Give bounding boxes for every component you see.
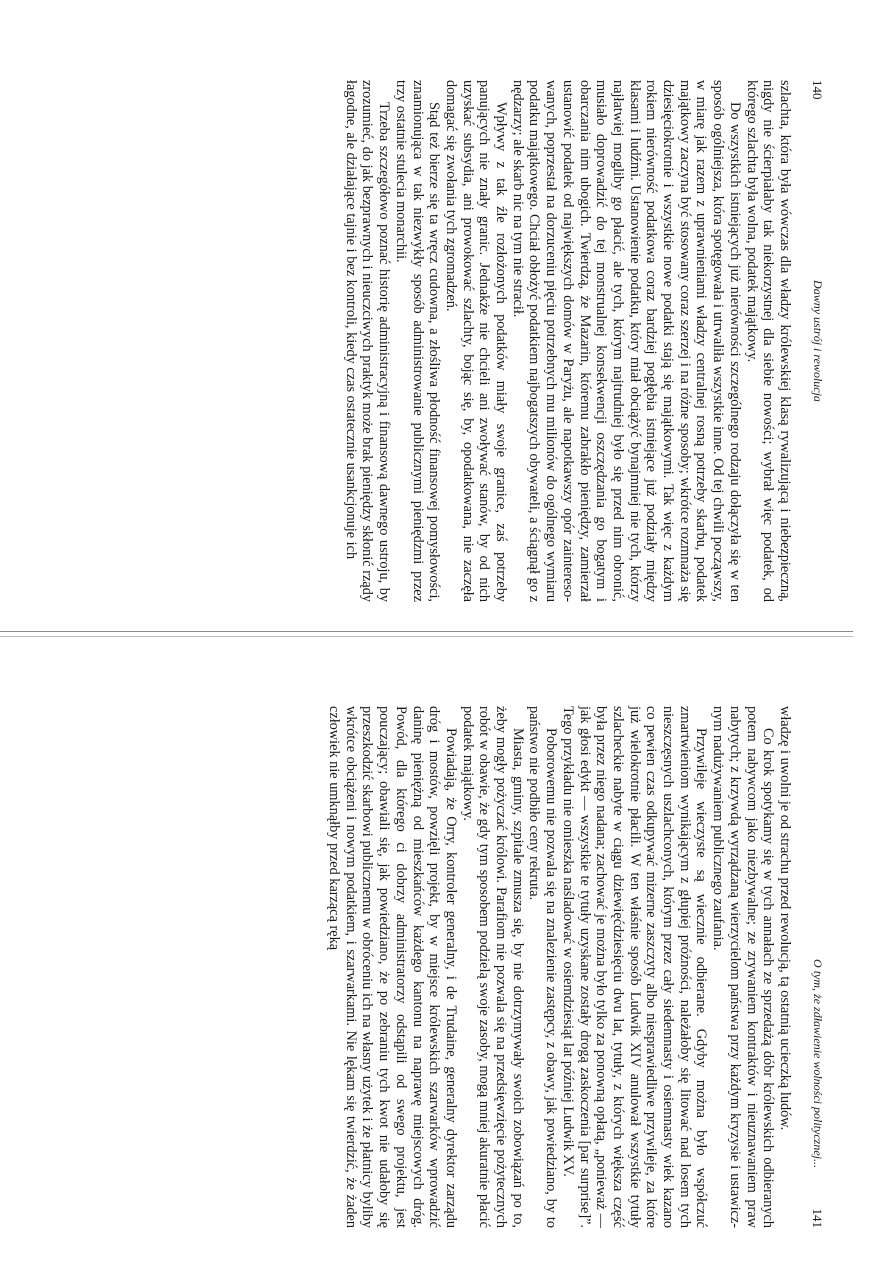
left-page [0, 42, 893, 642]
paragraph: Powiadają, że Orry, kontroler generalny, i de Trudaine, generalny dyrektor zarządu dróg i mostów, powzięli projekt, by w miejsce królewskich szarwarków wprowadzić daninę pieniężną od mieszkańców każdego kantonu na naprawę miejscowych dróg. Powód, dla którego ci dobrzy administratorzy odstąpili od swego projektu, jest pouczający; obawiali się, jak powiedziano, że po zebraniu tych kwot nie udałoby się przeszkodzić skarbowi publicznemu w obróceniu ich na własny użytek i że płatnicy byliby wkrótce obciążeni i nowym podatkiem, i szarwarkami. Nie lękam się twierdzić, że żaden człowiek nie umknąłby przed karzącą ręką [326, 706, 459, 1228]
paragraph: Poborowemu nie pozwala się na znalezienie zastępcy, z obawy, jak powiedziano, by to państwo nie podbiło ceny rekruta. [526, 706, 560, 1228]
paragraph: Wpływy z tak źle rozłożonych podatków miały swoje granice, zaś potrzeby panujących nie znały granic. Jednakże nie chcieli ani zwoływać stanów, by od nich uzyskać subsydia, ani prowokować szlachty, bojąc się, by, opodatkowana, nie zaczęła domagać się zwołania tych zgromadzeń. [442, 80, 510, 602]
paragraph: Miasta, gminy, szpitale zmusza się, by nie dotrzymywały swoich zobowiązań po to, żeby mogły pożyczać królowi. Parafiom nie pozwala się na przedsięwzięcie pożytecznych robót w obawie, że gdy tym sposobem podzielą swoje zasoby, mogą mniej akuratnie płacić podatek majątkowy. [459, 706, 526, 1228]
left-page-body [342, 80, 793, 602]
paragraph: szlachta, która była wówczas dla władzy królewskiej klasą rywalizującą i niebezpieczną, nigdy nie ścierpiałaby tak niekorzystnej dla siebie nowości; wybrał więc podatek, od którego szlachta była wolna, podatek majątkowy. [743, 80, 793, 602]
paragraph: Do wszystkich istniejących już nierówności szczególnego rodzaju dołączyła się w ten sposób ogólniejsza, która spotęgowała i utrwaliła wszystkie inne. Od tej chwili począwszy, w miarę jak razem z uprawnieniami władzy centralnej rosną potrzeby skarbu, podatek majątkowy zaczyna być stosowany coraz szerzej i na różne sposoby; wkrótce rozmnaża się dziesięciokrotnie i wszystkie nowe podatki stają się majątkowymi. Tak więc z każdym rokiem nierówność podatkowa coraz bardziej pogłębia istniejące już podziały między klasami i ludźmi. Ustanowienie podatku, który miał obciążyć bynajmniej nie tych, którzy najłatwiej mogliby go płacić, ale tych, którym najtrudniej było się przed nim obronić, musiało doprowadzić do tej monstrualnej konsekwencji oszczędzania go bogatym i obarczania nim ubogich. Twierdzą, że Mazarin, któremu zabrakło pieniędzy, zamierzał ustanowić podatek od największych domów w Paryżu, ale napotkawszy opór zaintereso- wanych, poprzestał na dorzuceniu pięciu potrzebnych mu milionów do ogólnego wymiaru podatku majątkowego. Chciał obłożyć podatkiem najbogatszych obywateli, a ściągnął go z nędzarzy; ale skarb nic na tym nie stracił. [509, 80, 743, 602]
right-running-head: O tym, że zdławienie wolności politycznej... [811, 959, 825, 1168]
paragraph: Co krok spotykamy się w tych annałach ze sprzedażą dóbr królewskich odbieranych potem nabywcom jako niezbywalne; ze zrywaniem kontraktów i nieuznawaniem praw nabytych; z krzywdą wyrządzaną wierzycielom państwa przy każdym kryzysie i ustawicz- nym nadużywaniem publicznego zaufania. [710, 706, 777, 1228]
left-page-number: 140 [810, 80, 825, 100]
left-page-header [803, 80, 825, 602]
left-running-head: Dawny ustrój i rewolucja [811, 280, 825, 402]
right-page [0, 668, 893, 1268]
right-page-header [803, 706, 825, 1228]
right-page-body [325, 706, 793, 1228]
paragraph: Stąd też bierze się ta wręcz cudowna, a złośliwa płodność finansowej pomysłowości, znamionująca w tak niezwykły sposób administrowanie publicznymi pieniędzmi przez trzy ostatnie stulecia monarchii. [392, 80, 443, 602]
paragraph: Przywileje wieczyste są wiecznie odbierane. Gdyby można było współczuć zmartwieniom wynikającym z głupiej próżności, należałoby się litować nad losem tych nieszczęsnych uszlachconych, którym przez cały siedemnasty i osiemnasty wiek kazano co pewien czas odkupywać mizerne zaszczyty albo niesprawiedliwe przywileje, za które już wielokrotnie płacili. W ten właśnie sposób Ludwik XIV anulował wszystkie tytuły szlacheckie nabyte w ciągu dziewięćdziesięciu dwu lat, tytuły, z których większa część była przez niego nadana; zachować je można było tylko za ponowną opłatą, „ponieważ — jak głosi edykt — wszystkie te tytuły uzyskane zostały drogą zaskoczenia [par surprise]”. Tego przykładu nie omieszka naśladować w osiemdziesiąt lat później Ludwik XV. [559, 706, 710, 1228]
paragraph: Trzeba szczegółowo poznać historię administracyjną i finansową dawnego ustroju, by zrozumieć, do jak bezprawnych i nieuczciwych praktyk może brak pieniędzy skłonić rządy łagodne, ale działające tajnie i bez kontroli, kiedy czas ostatecznie usankcjonuje ich [342, 80, 393, 602]
page-gutter [0, 625, 893, 645]
paragraph: władzę i uwolni je od strachu przed rewolucją, tą ostatnią ucieczką ludów. [777, 706, 793, 1131]
right-page-number: 141 [810, 1208, 825, 1228]
